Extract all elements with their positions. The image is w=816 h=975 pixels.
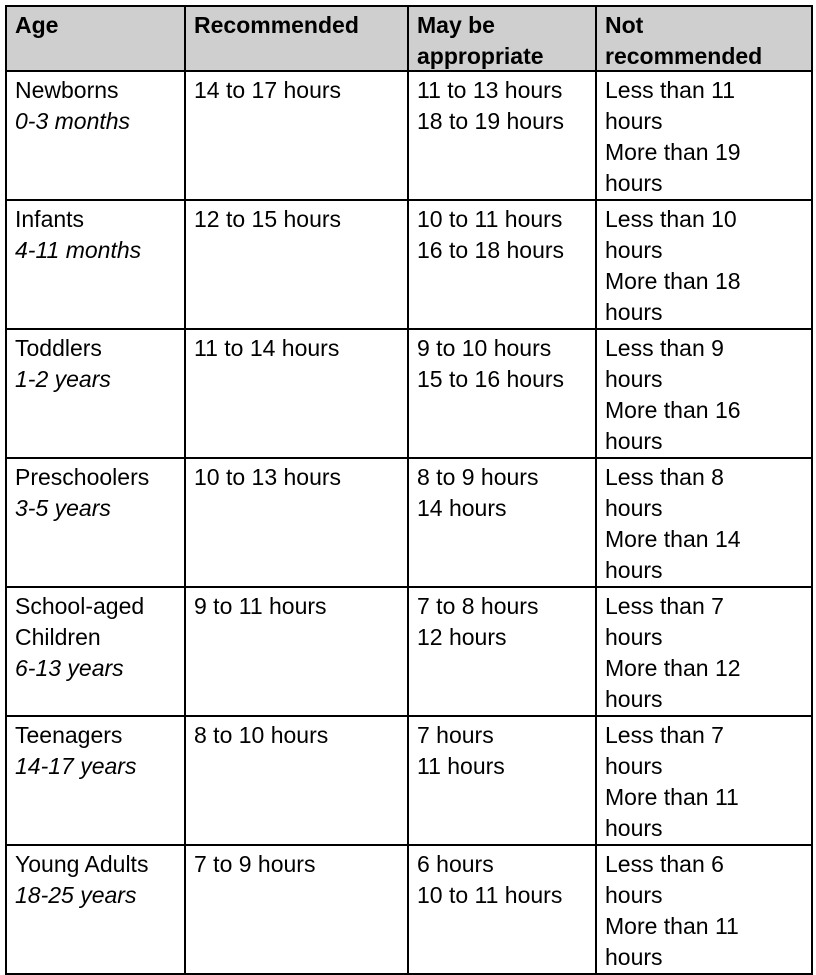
not-recommended-value: hours [605,366,663,392]
age-range: 0-3 months [15,108,131,134]
header-recommended-label: Recommended [194,12,359,38]
not-recommended-value: hours [605,624,663,650]
age-cell [7,201,186,328]
may-be-appropriate-value: 10 to 11 hours [417,206,563,232]
not-recommended-cell [597,330,811,457]
age-group-name: Young Adults [15,851,149,877]
age-cell [7,846,186,973]
may-be-appropriate-value: 12 hours [417,624,507,650]
age-group-name: Preschoolers [15,464,150,490]
may-be-appropriate-value: 7 to 8 hours [417,593,539,619]
not-recommended-value: hours [605,108,663,134]
age-range: 14-17 years [15,753,137,779]
not-recommended-value: hours [605,495,663,521]
table-row [7,846,811,973]
not-recommended-value: Less than 6 [605,851,724,877]
may-be-appropriate-value: 16 to 18 hours [417,237,565,263]
not-recommended-cell [597,72,811,199]
not-recommended-value: hours [605,686,663,712]
recommended-value: 8 to 10 hours [194,722,329,748]
recommended-value: 12 to 15 hours [194,206,342,232]
not-recommended-value: hours [605,170,663,196]
table-body [7,72,811,973]
table-row [7,588,811,717]
may-be-appropriate-cell [409,330,597,457]
not-recommended-value: hours [605,753,663,779]
header-may-be-line-1: May be [417,12,495,38]
age-range: 1-2 years [15,366,111,392]
may-be-appropriate-value: 18 to 19 hours [417,108,565,134]
recommended-cell [186,717,409,844]
age-cell [7,717,186,844]
not-recommended-cell [597,459,811,586]
not-recommended-cell [597,717,811,844]
may-be-appropriate-cell [409,588,597,715]
age-group-name: Children [15,624,101,650]
header-age-label: Age [15,12,59,38]
not-recommended-value: More than 12 [605,655,741,681]
may-be-appropriate-cell [409,846,597,973]
table-row [7,330,811,459]
age-group-name: Newborns [15,77,119,103]
may-be-appropriate-cell [409,201,597,328]
may-be-appropriate-value: 8 to 9 hours [417,464,539,490]
table-row [7,201,811,330]
may-be-appropriate-value: 9 to 10 hours [417,335,552,361]
not-recommended-cell [597,201,811,328]
may-be-appropriate-cell [409,717,597,844]
header-may-be-appropriate [409,7,597,70]
recommended-cell [186,201,409,328]
not-recommended-cell [597,846,811,973]
age-cell [7,72,186,199]
not-recommended-value: More than 19 [605,139,741,165]
not-recommended-value: More than 18 [605,268,741,294]
recommended-value: 14 to 17 hours [194,77,342,103]
recommended-cell [186,459,409,586]
not-recommended-value: Less than 9 [605,335,724,361]
recommended-value: 7 to 9 hours [194,851,316,877]
not-recommended-value: More than 11 [605,913,739,939]
recommended-cell [186,330,409,457]
header-not-line-1: Not [605,12,644,38]
recommended-value: 10 to 13 hours [194,464,342,490]
sleep-recommendations-table [5,5,813,975]
may-be-appropriate-value: 15 to 16 hours [417,366,565,392]
age-range: 4-11 months [15,237,142,263]
may-be-appropriate-value: 10 to 11 hours [417,882,563,908]
age-cell [7,330,186,457]
not-recommended-value: hours [605,237,663,263]
recommended-cell [186,72,409,199]
may-be-appropriate-value: 14 hours [417,495,507,521]
may-be-appropriate-value: 6 hours [417,851,494,877]
header-may-be-line-2: appropriate [417,43,544,69]
header-not-line-2: recommended [605,43,763,69]
table-row [7,459,811,588]
not-recommended-value: More than 16 [605,397,741,423]
recommended-value: 9 to 11 hours [194,593,327,619]
may-be-appropriate-cell [409,72,597,199]
age-group-name: Teenagers [15,722,123,748]
not-recommended-value: Less than 10 [605,206,737,232]
may-be-appropriate-value: 11 to 13 hours [417,77,563,103]
not-recommended-value: Less than 7 [605,593,724,619]
not-recommended-cell [597,588,811,715]
not-recommended-value: Less than 11 [605,77,736,103]
table-header-row [7,7,811,72]
age-group-name: School-aged [15,593,145,619]
may-be-appropriate-value: 7 hours [417,722,494,748]
not-recommended-value: hours [605,815,663,841]
not-recommended-value: hours [605,944,663,970]
header-not-recommended [597,7,811,70]
recommended-value: 11 to 14 hours [194,335,340,361]
age-range: 3-5 years [15,495,111,521]
header-recommended [186,7,409,70]
age-group-name: Toddlers [15,335,102,361]
not-recommended-value: Less than 7 [605,722,724,748]
age-range: 18-25 years [15,882,137,908]
may-be-appropriate-value: 11 hours [417,753,505,779]
may-be-appropriate-cell [409,459,597,586]
not-recommended-value: More than 11 [605,784,739,810]
not-recommended-value: Less than 8 [605,464,724,490]
not-recommended-value: hours [605,882,663,908]
age-group-name: Infants [15,206,85,232]
table-row [7,72,811,201]
not-recommended-value: More than 14 [605,526,741,552]
not-recommended-value: hours [605,428,663,454]
not-recommended-value: hours [605,299,663,325]
not-recommended-value: hours [605,557,663,583]
recommended-cell [186,846,409,973]
table-row [7,717,811,846]
header-age [7,7,186,70]
recommended-cell [186,588,409,715]
age-cell [7,459,186,586]
age-cell [7,588,186,715]
age-range: 6-13 years [15,655,124,681]
